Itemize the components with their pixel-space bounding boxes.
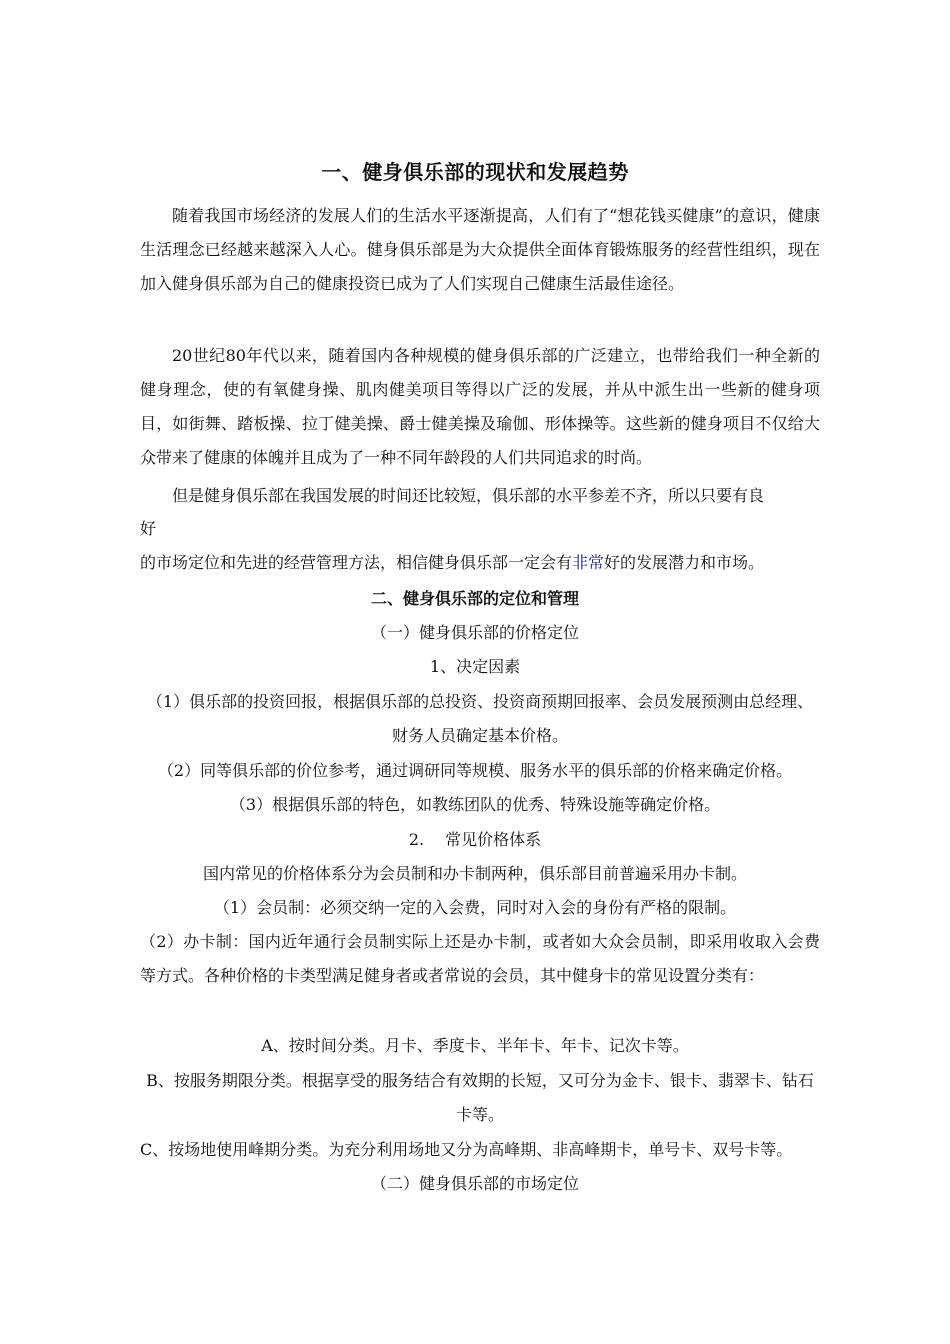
factor-1: （1）俱乐部的投资回报，根据俱乐部的总投资、投资商预期回报率、会员发展预测由总经理、财务人员确定基本价格。 xyxy=(146,692,814,745)
section-2-heading: 二、健身俱乐部的定位和管理 xyxy=(370,589,579,608)
paragraph-3-line-2: 好 xyxy=(140,519,157,538)
factor-3: （3）根据俱乐部的特色，如教练团队的优秀、特殊设施等确定价格。 xyxy=(229,795,721,814)
intro-paragraph-2: 20世纪80年代以来，随着国内各种规模的健身俱乐部的广泛建立，也带给我们一种全新的健身理念，使的有氧健身操、肌肉健美项目等得以广泛的发展，并从中派生出一些新的健身项目，如街舞、踏板操、拉丁健美操、爵士健美操及瑜伽、形体操等。这些新的健身项目不仅给大众带来了健康的体魄并且成为了一种不同年龄段的人们共同追求的时尚。 xyxy=(140,346,820,467)
paragraph-3-line-3 xyxy=(140,546,764,580)
class-b: B、按服务期限分类。根据享受的服务结合有效期的长短，又可分为金卡、银卡、翡翠卡、钻石卡等。 xyxy=(146,1071,814,1124)
membership-item: （1）会员制：必须交纳一定的入会费，同时对入会的身份有严格的限制。 xyxy=(213,898,737,917)
paragraph-3-line-1: 但是健身俱乐部在我国发展的时间还比较短，俱乐部的水平参差不齐，所以只要有良 xyxy=(172,486,765,505)
subsection-2-heading: （二）健身俱乐部的市场定位 xyxy=(370,1174,579,1193)
class-c: C、按场地使用峰期分类。为充分利用场地又分为高峰期、非高峰期卡，单号卡、双号卡等。 xyxy=(140,1140,793,1159)
subsection-1-heading: （一）健身俱乐部的价格定位 xyxy=(370,623,579,642)
factors-heading: 1、决定因素 xyxy=(429,657,521,676)
paragraph-3-text: 的市场定位和先进的经营管理方法，相信健身俱乐部一定会有 xyxy=(140,553,573,572)
page-title: 一、健身俱乐部的现状和发展趋势 xyxy=(321,160,629,184)
paragraph-3-text-end: 好的发展潜力和市场。 xyxy=(604,553,765,572)
card-system-item: （2）办卡制：国内近年通行会员制实际上还是办卡制，或者如大众会员制，即采用收取入会费等方式。各种价格的卡类型满足健身者或者常说的会员，其中健身卡的常见设置分类有： xyxy=(140,932,820,985)
price-system-heading: 2. 常见价格体系 xyxy=(408,830,542,849)
factor-2: （2）同等俱乐部的价位参考，通过调研同等规模、服务水平的俱乐部的价格来确定价格。 xyxy=(157,761,793,780)
class-a: A、按时间分类。月卡、季度卡、半年卡、年卡、记次卡等。 xyxy=(261,1036,689,1055)
price-system-intro: 国内常见的价格体系分为会员制和办卡制两种，俱乐部目前普遍采用办卡制。 xyxy=(202,864,747,883)
intro-paragraph-1: 随着我国市场经济的发展人们的生活水平逐渐提高，人们有了“想花钱买健康”的意识，健康生活理念已经越来越深入人心。健身俱乐部是为大众提供全面体育锻炼服务的经营性组织，现在加入健身俱乐部为自己的健康投资已成为了人们实现自己健康生活最佳途径。 xyxy=(140,206,820,293)
link-text[interactable]: 非常 xyxy=(572,553,605,572)
